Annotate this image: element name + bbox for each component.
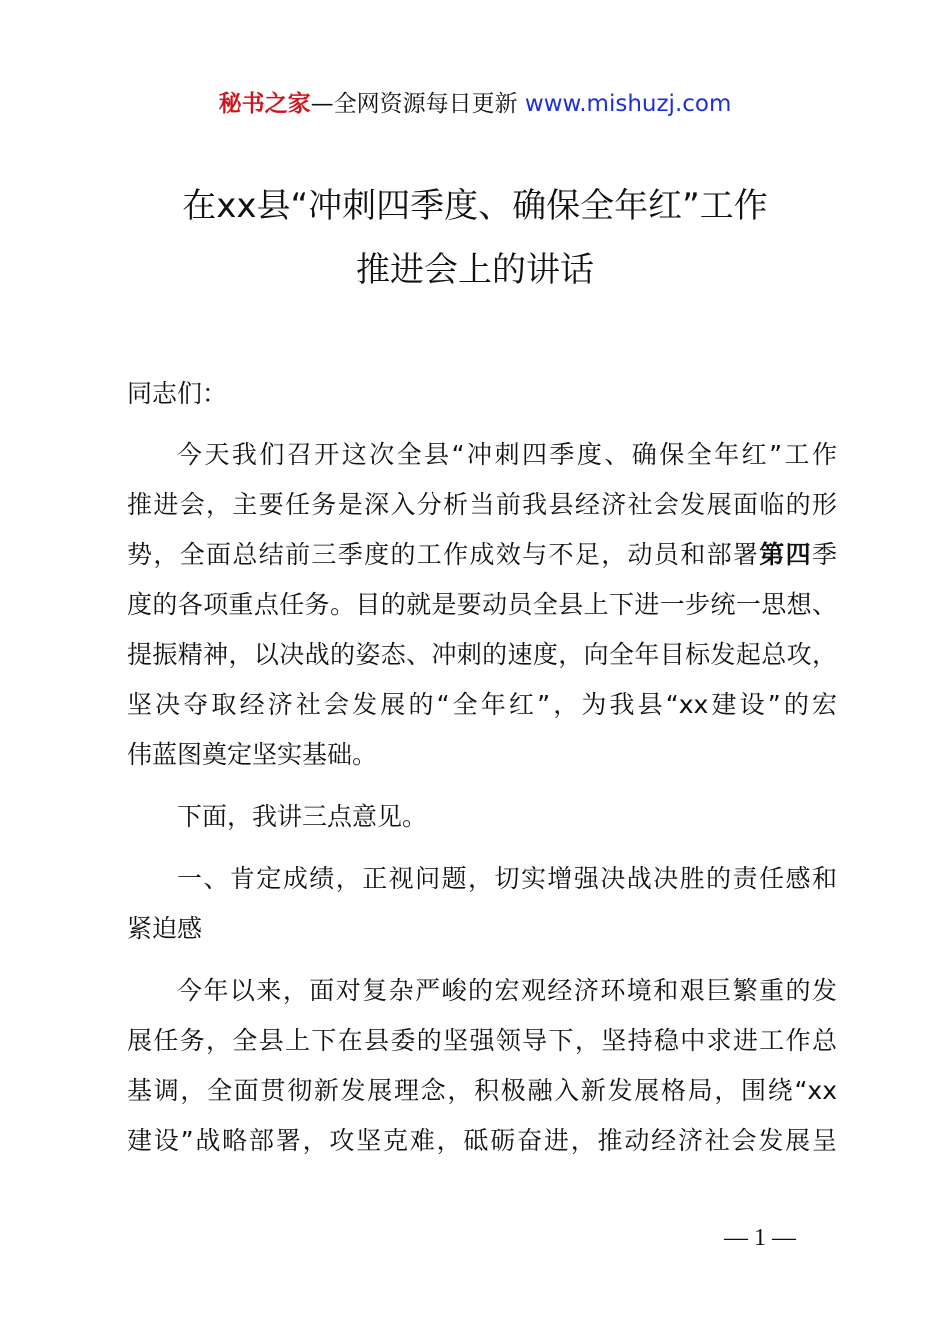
document-title-line-1: 在xx县“冲刺四季度、确保全年红”工作 [182,186,768,226]
paragraph-1-line-3-end: 季 [811,540,837,569]
site-header [0,88,950,120]
paragraph-1-line-3-text: 势，全面总结前三季度的工作成效与不足，动员和部署 [127,540,760,569]
paragraph-1-line-5: 提振精神，以决战的姿态、冲刺的速度，向全年目标发起总攻， [127,640,837,669]
paragraph-1-line-7: 伟蓝图奠定坚实基础。 [127,740,378,769]
paragraph-1-line-1: 今天我们召开这次全县“冲刺四季度、确保全年红”工作 [177,440,837,469]
brand-name: 秘书之家 [218,91,311,117]
document-title-line-2: 推进会上的讲话 [356,250,594,290]
paragraph-1-line-4: 度的各项重点任务。目的就是要动员全县上下进一步统一思想、 [127,590,837,619]
site-url-link[interactable]: www.mishuzj.com [524,91,732,117]
paragraph-3-line-1: 今年以来，面对复杂严峻的宏观经济环境和艰巨繁重的发 [177,976,837,1005]
paragraph-1-line-6: 坚决夺取经济社会发展的“全年红”，为我县“xx建设”的宏 [127,690,837,719]
section-heading-1-line-1: 一、肯定成绩，正视问题，切实增强决战决胜的责任感和 [177,864,837,893]
paragraph-3-line-2: 展任务，全县上下在县委的坚强领导下，坚持稳中求进工作总 [127,1026,837,1055]
header-tagline: —全网资源每日更新 [310,91,518,117]
section-heading-1-line-2: 紧迫感 [127,914,203,943]
salutation: 同志们： [127,379,228,408]
paragraph-1-line-3 [127,537,837,573]
paragraph-1-bold-text: 第四 [759,540,812,569]
paragraph-3-line-3: 基调，全面贯彻新发展理念，积极融入新发展格局，围绕“xx [127,1076,837,1105]
page-number: — 1 — [724,1225,796,1251]
paragraph-2: 下面，我讲三点意见。 [177,802,428,831]
paragraph-3-line-4: 建设”战略部署，攻坚克难，砥砺奋进，推动经济社会发展呈 [127,1126,837,1155]
paragraph-1-line-2: 推进会，主要任务是深入分析当前我县经济社会发展面临的形 [127,490,837,519]
